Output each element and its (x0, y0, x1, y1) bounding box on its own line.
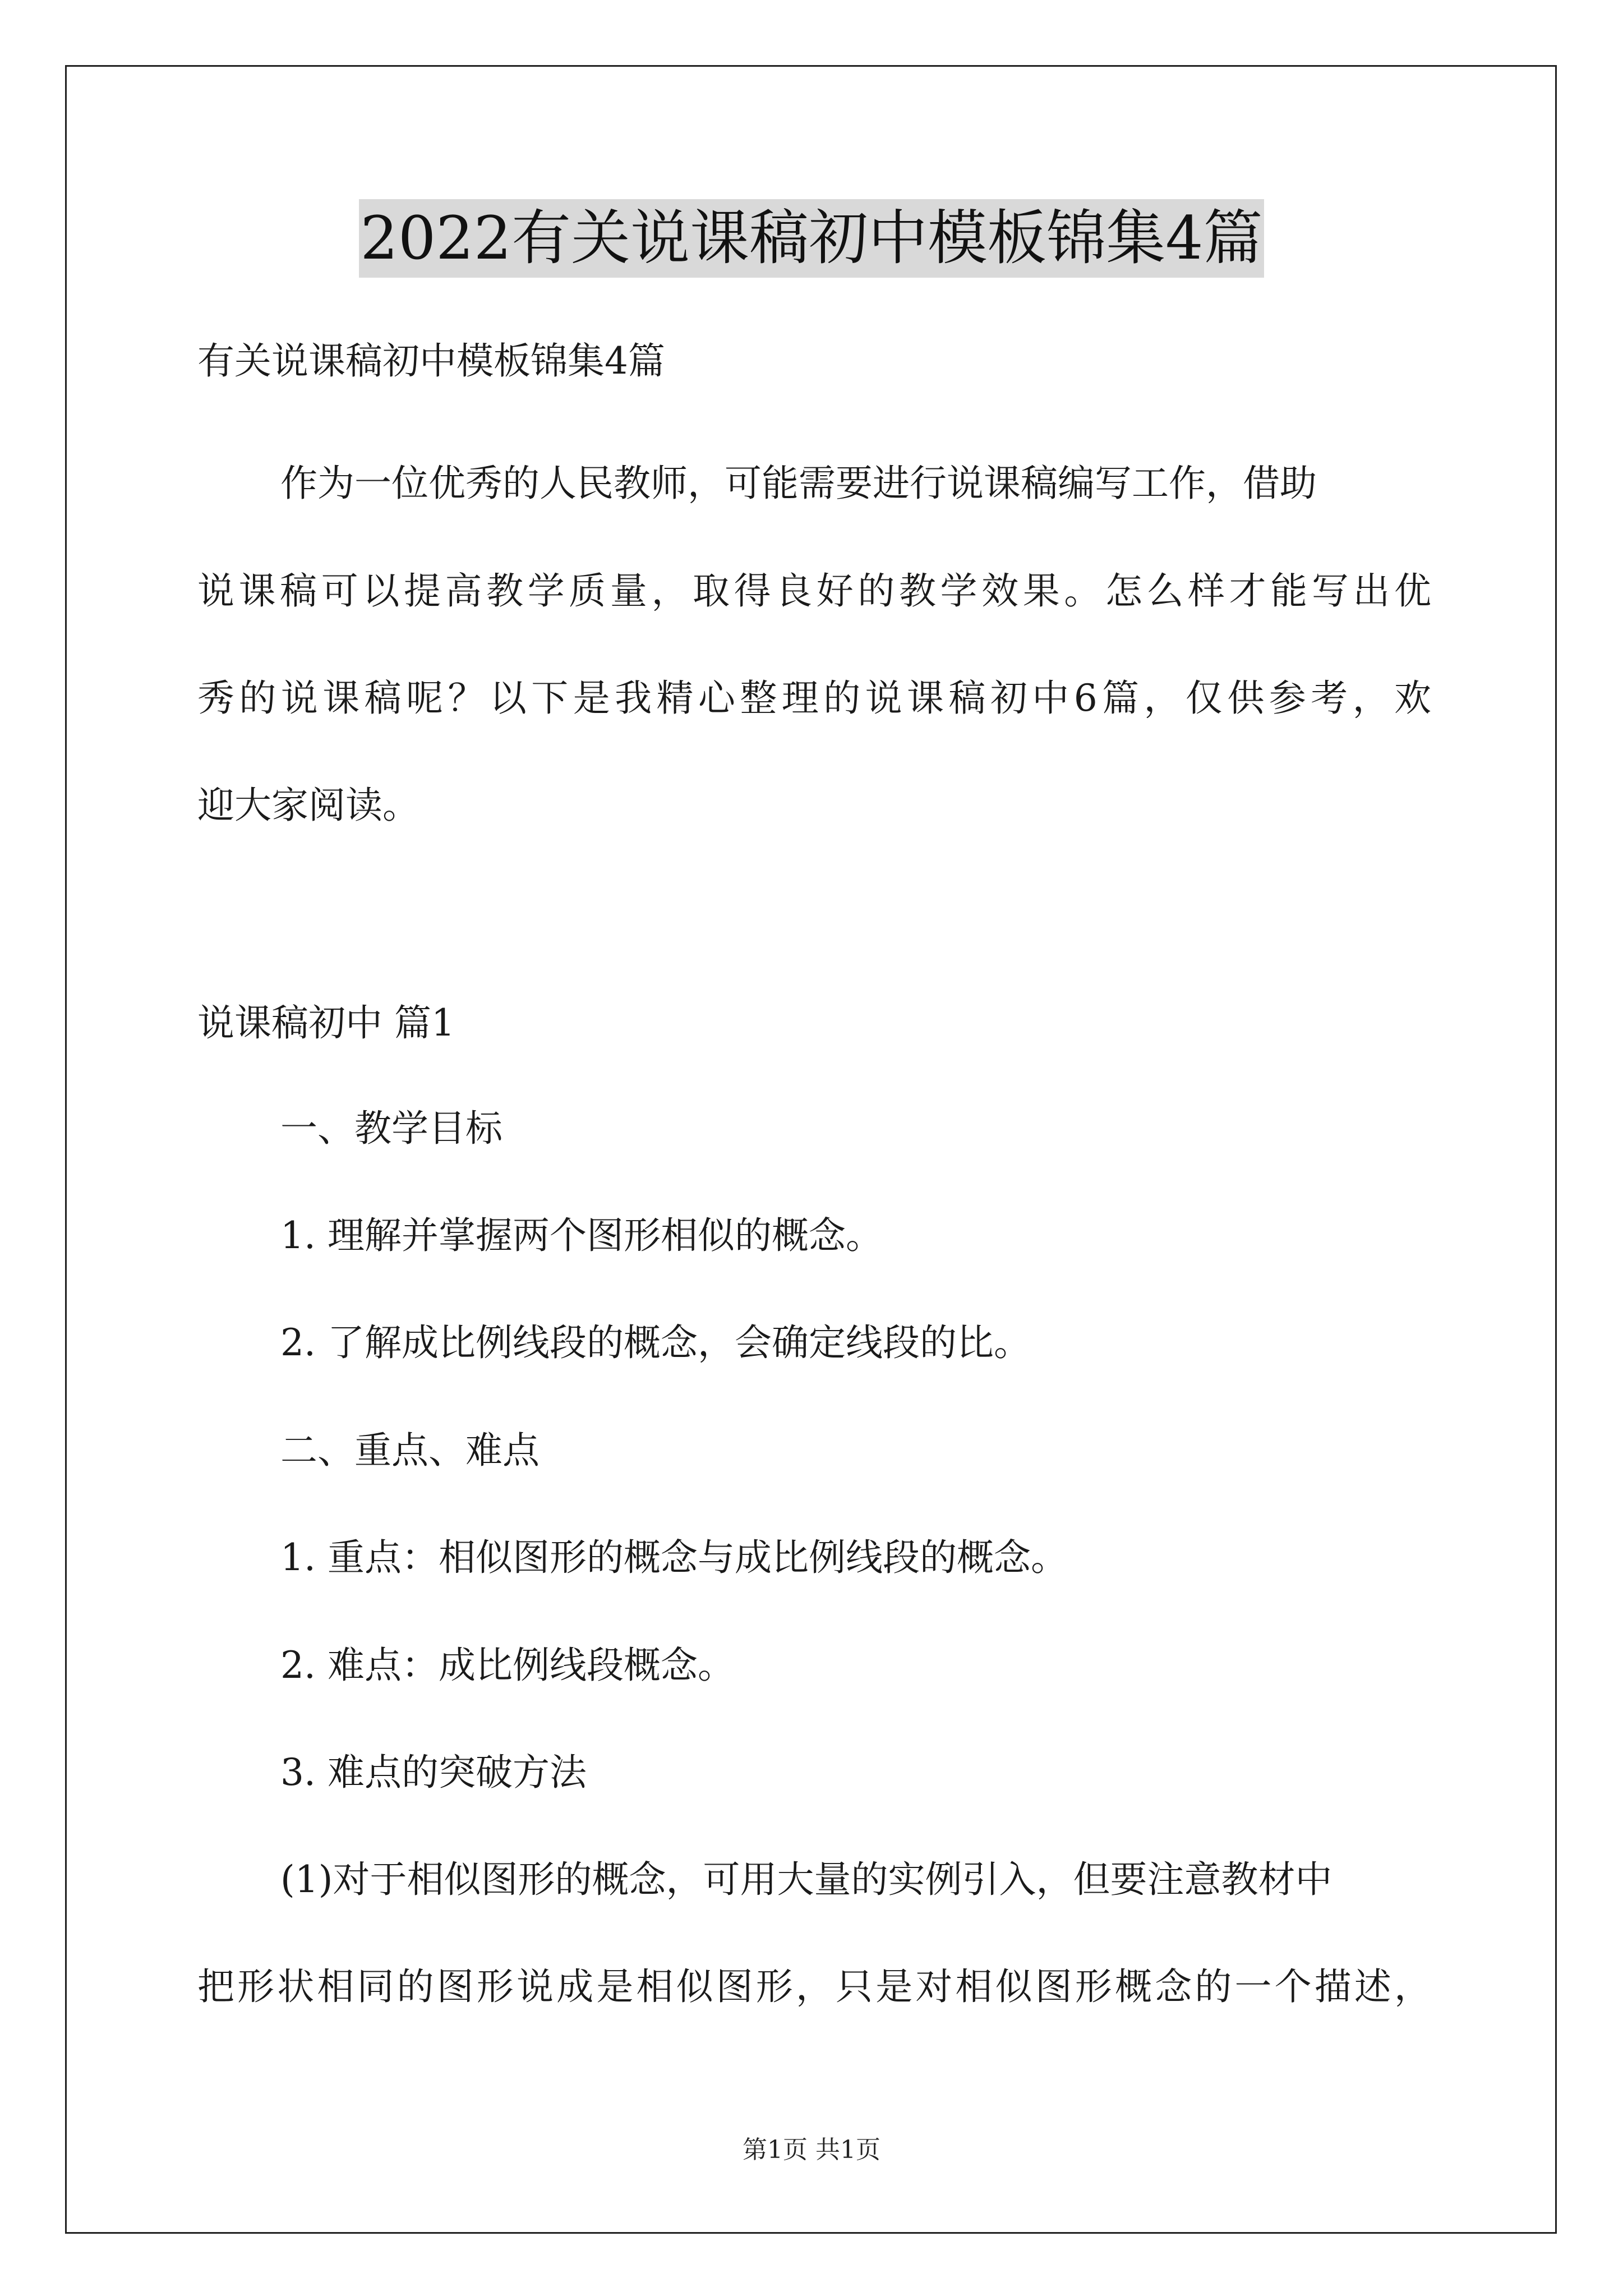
body-line-4: 二、重点、难点 (280, 1429, 540, 1472)
intro-line-4: 迎大家阅读。 (197, 784, 419, 827)
section-heading: 说课稿初中 篇1 (197, 1001, 455, 1045)
body-line-1: 一、教学目标 (280, 1107, 502, 1150)
document-subtitle: 有关说课稿初中模板锦集4篇 (197, 339, 665, 383)
body-line-5: 1. 重点：相似图形的概念与成比例线段的概念。 (280, 1536, 1068, 1579)
body-line-8: (1)对于相似图形的概念，可用大量的实例引入，但要注意教材中 (280, 1858, 1332, 1901)
body-line-7: 3. 难点的突破方法 (280, 1751, 587, 1794)
page-footer: 第1页 共1页 (743, 2136, 880, 2164)
title-container (0, 199, 1623, 278)
document-title: 2022有关说课稿初中模板锦集4篇 (359, 199, 1264, 278)
body-line-9: 把形状相同的图形说成是相似图形，只是对相似图形概念的一个描述， (197, 1965, 1431, 2008)
body-line-3: 2. 了解成比例线段的概念，会确定线段的比。 (280, 1321, 1031, 1364)
intro-line-1: 作为一位优秀的人民教师，可能需要进行说课稿编写工作，借助 (280, 462, 1317, 505)
body-line-2: 1. 理解并掌握两个图形相似的概念。 (280, 1214, 883, 1257)
body-line-6: 2. 难点：成比例线段概念。 (280, 1644, 735, 1687)
intro-line-3: 秀的说课稿呢？以下是我精心整理的说课稿初中6篇，仅供参考，欢 (197, 677, 1431, 720)
intro-line-2: 说课稿可以提高教学质量，取得良好的教学效果。怎么样才能写出优 (197, 569, 1431, 613)
